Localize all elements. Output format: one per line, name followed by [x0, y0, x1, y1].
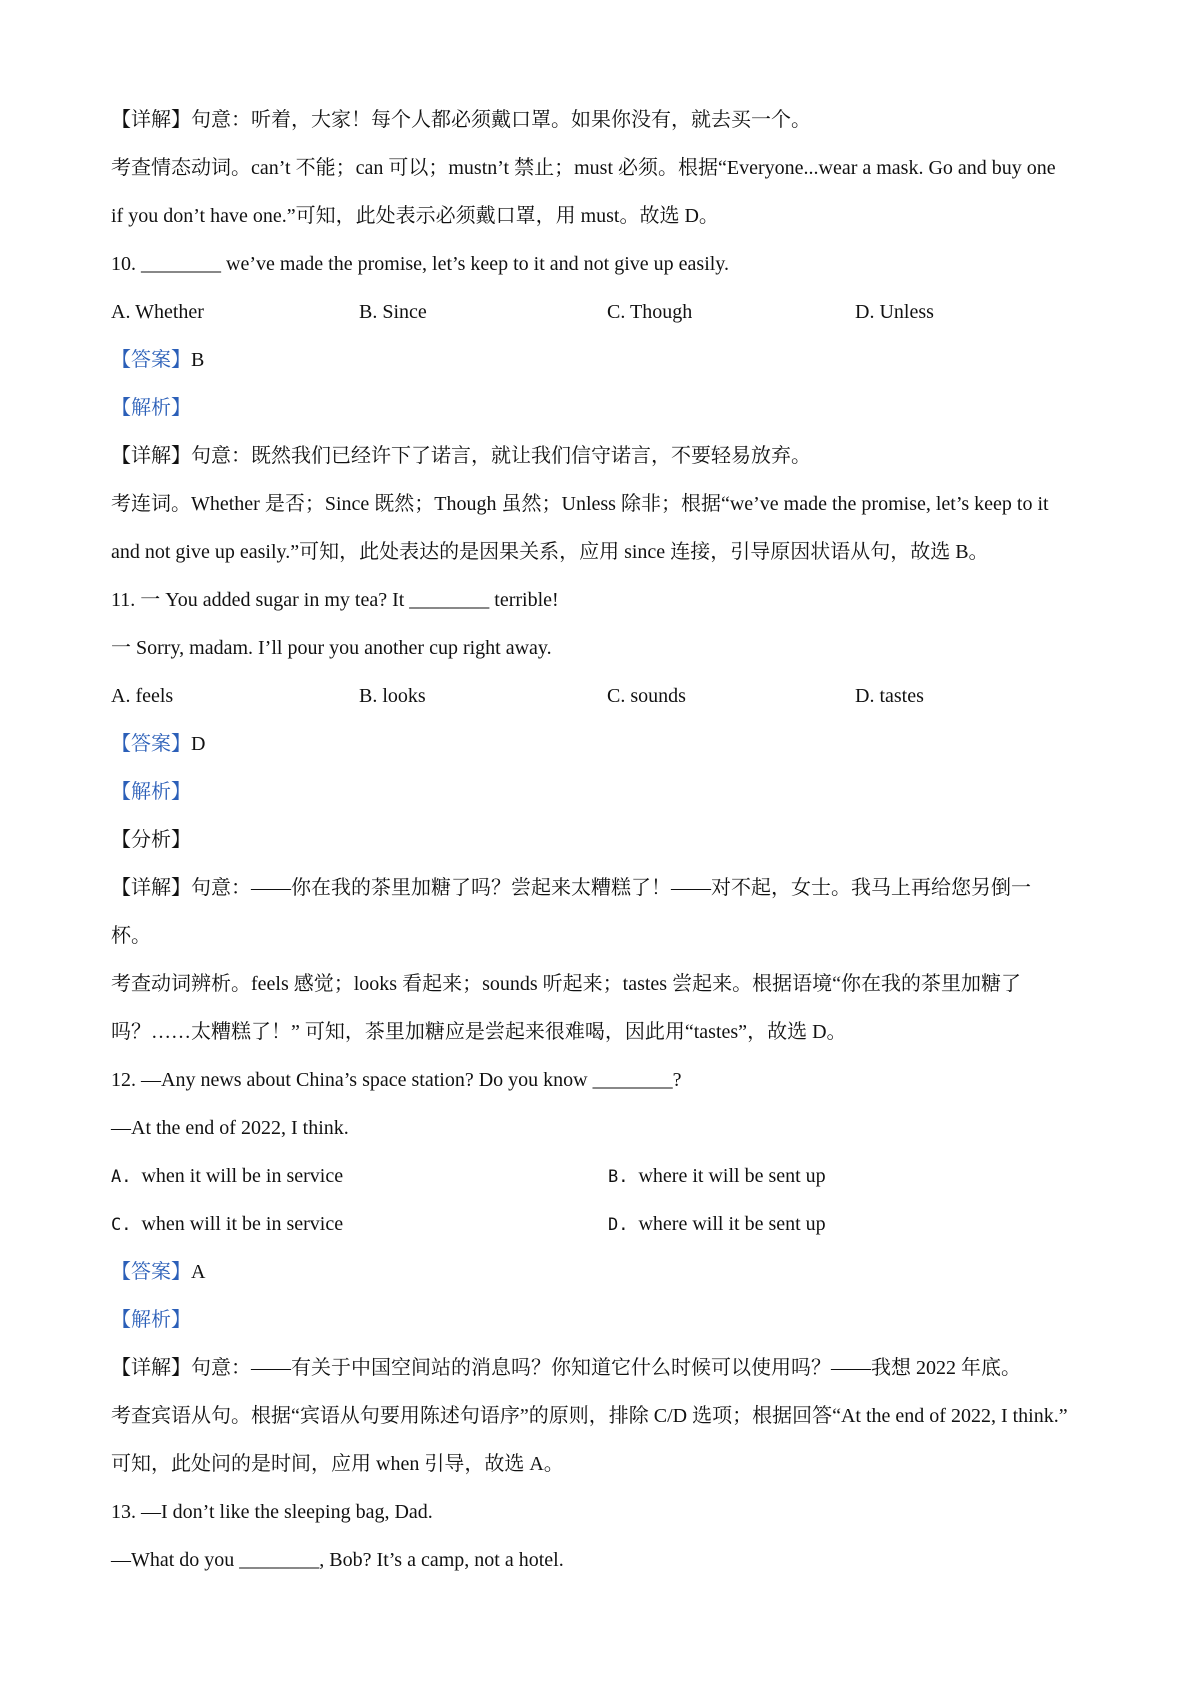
- q11-fenxi: 【分析】: [111, 829, 191, 851]
- q11-option-a: A. feels: [111, 685, 174, 707]
- q10-options: [111, 288, 1111, 336]
- q9-detail: 【详解】句意：听着，大家！每个人都必须戴口罩。如果你没有，就去买一个。: [111, 109, 811, 131]
- answer-tag: 【答案】: [111, 1261, 191, 1283]
- q12-option-a: [111, 1152, 608, 1200]
- q11-option-c: C. sounds: [607, 685, 686, 707]
- option-text: where it will be sent up: [638, 1165, 826, 1187]
- option-text: when it will be in service: [141, 1165, 344, 1187]
- q10-option-d: D. Unless: [855, 301, 934, 323]
- q10-explanation-line-1: 考连词。Whether 是否；Since 既然；Though 虽然；Unless 除非；根据“we’ve made the promise, let’s keep to it: [111, 493, 1049, 515]
- q11-explanation-line-2: 吗？……太糟糕了！” 可知，茶里加糖应是尝起来很难喝，因此用“tastes”，故选 D。: [111, 1021, 847, 1043]
- q12-detail: 【详解】句意：——有关于中国空间站的消息吗？你知道它什么时候可以使用吗？——我想 2022 年底。: [111, 1357, 1021, 1379]
- option-text: when will it be in service: [141, 1213, 344, 1235]
- q11-option-d: D. tastes: [855, 685, 924, 707]
- q9-explanation-line-1: 考查情态动词。can’t 不能；can 可以；mustn’t 禁止；must 必须。根据“Everyone...wear a mask. Go and buy one: [111, 157, 1056, 179]
- q12-reply: —At the end of 2022, I think.: [111, 1117, 349, 1139]
- q12-options-row-2: [111, 1200, 1111, 1248]
- q11-detail-line-1: 【详解】句意：——你在我的茶里加糖了吗？尝起来太糟糕了！——对不起，女士。我马上再给您另倒一: [111, 877, 1031, 899]
- option-text: where will it be sent up: [638, 1213, 826, 1235]
- q11-detail-line-2: 杯。: [111, 925, 151, 947]
- answer-tag: 【答案】: [111, 349, 191, 371]
- q12-options-row-1: [111, 1152, 1111, 1200]
- q11-explanation-line-1: 考查动词辨析。feels 感觉；looks 看起来；sounds 听起来；tastes 尝起来。根据语境“你在我的茶里加糖了: [111, 973, 1021, 995]
- answer-value: A: [191, 1261, 206, 1283]
- q12-option-c: [111, 1200, 608, 1248]
- q12-explanation-line-1: 考查宾语从句。根据“宾语从句要用陈述句语序”的原则，排除 C/D 选项；根据回答“At the end of 2022, I think.”: [111, 1405, 1068, 1427]
- q10-detail: 【详解】句意：既然我们已经许下了诺言，就让我们信守诺言，不要轻易放弃。: [111, 445, 811, 467]
- q11-analysis-tag: 【解析】: [111, 781, 191, 803]
- q12-explanation-line-2: 可知，此处问的是时间，应用 when 引导，故选 A。: [111, 1453, 564, 1475]
- q10-stem: 10. ________ we’ve made the promise, let’s keep to it and not give up easily.: [111, 253, 730, 275]
- q12-stem: 12. —Any news about China’s space station? Do you know ________?: [111, 1069, 682, 1091]
- q11-options: [111, 672, 1111, 720]
- option-letter: D.: [608, 1215, 629, 1235]
- document-content: [111, 96, 1111, 1584]
- option-letter: B.: [608, 1167, 629, 1187]
- answer-tag: 【答案】: [111, 733, 191, 755]
- option-letter: C.: [111, 1215, 132, 1235]
- q11-option-b: B. looks: [359, 685, 426, 707]
- q12-answer: [111, 1248, 1111, 1296]
- q13-reply: —What do you ________, Bob? It’s a camp, not a hotel.: [111, 1549, 564, 1571]
- q13-stem: 13. —I don’t like the sleeping bag, Dad.: [111, 1501, 433, 1523]
- q11-answer: [111, 720, 1111, 768]
- q10-option-a: A. Whether: [111, 301, 204, 323]
- q10-option-c: C. Though: [607, 301, 693, 323]
- q12-analysis-tag: 【解析】: [111, 1309, 191, 1331]
- q12-option-b: [608, 1152, 1105, 1200]
- answer-value: D: [191, 733, 206, 755]
- q11-reply: 一 Sorry, madam. I’ll pour you another cup right away.: [111, 637, 552, 659]
- q10-answer: [111, 336, 1111, 384]
- option-letter: A.: [111, 1167, 132, 1187]
- answer-value: B: [191, 349, 205, 371]
- q11-stem: 11. 一 You added sugar in my tea? It ________ terrible!: [111, 589, 559, 611]
- q10-analysis-tag: 【解析】: [111, 397, 191, 419]
- q12-option-d: [608, 1200, 1105, 1248]
- q10-explanation-line-2: and not give up easily.”可知，此处表达的是因果关系，应用 since 连接，引导原因状语从句，故选 B。: [111, 541, 989, 563]
- q10-option-b: B. Since: [359, 301, 427, 323]
- q9-explanation-line-2: if you don’t have one.”可知，此处表示必须戴口罩，用 must。故选 D。: [111, 205, 719, 227]
